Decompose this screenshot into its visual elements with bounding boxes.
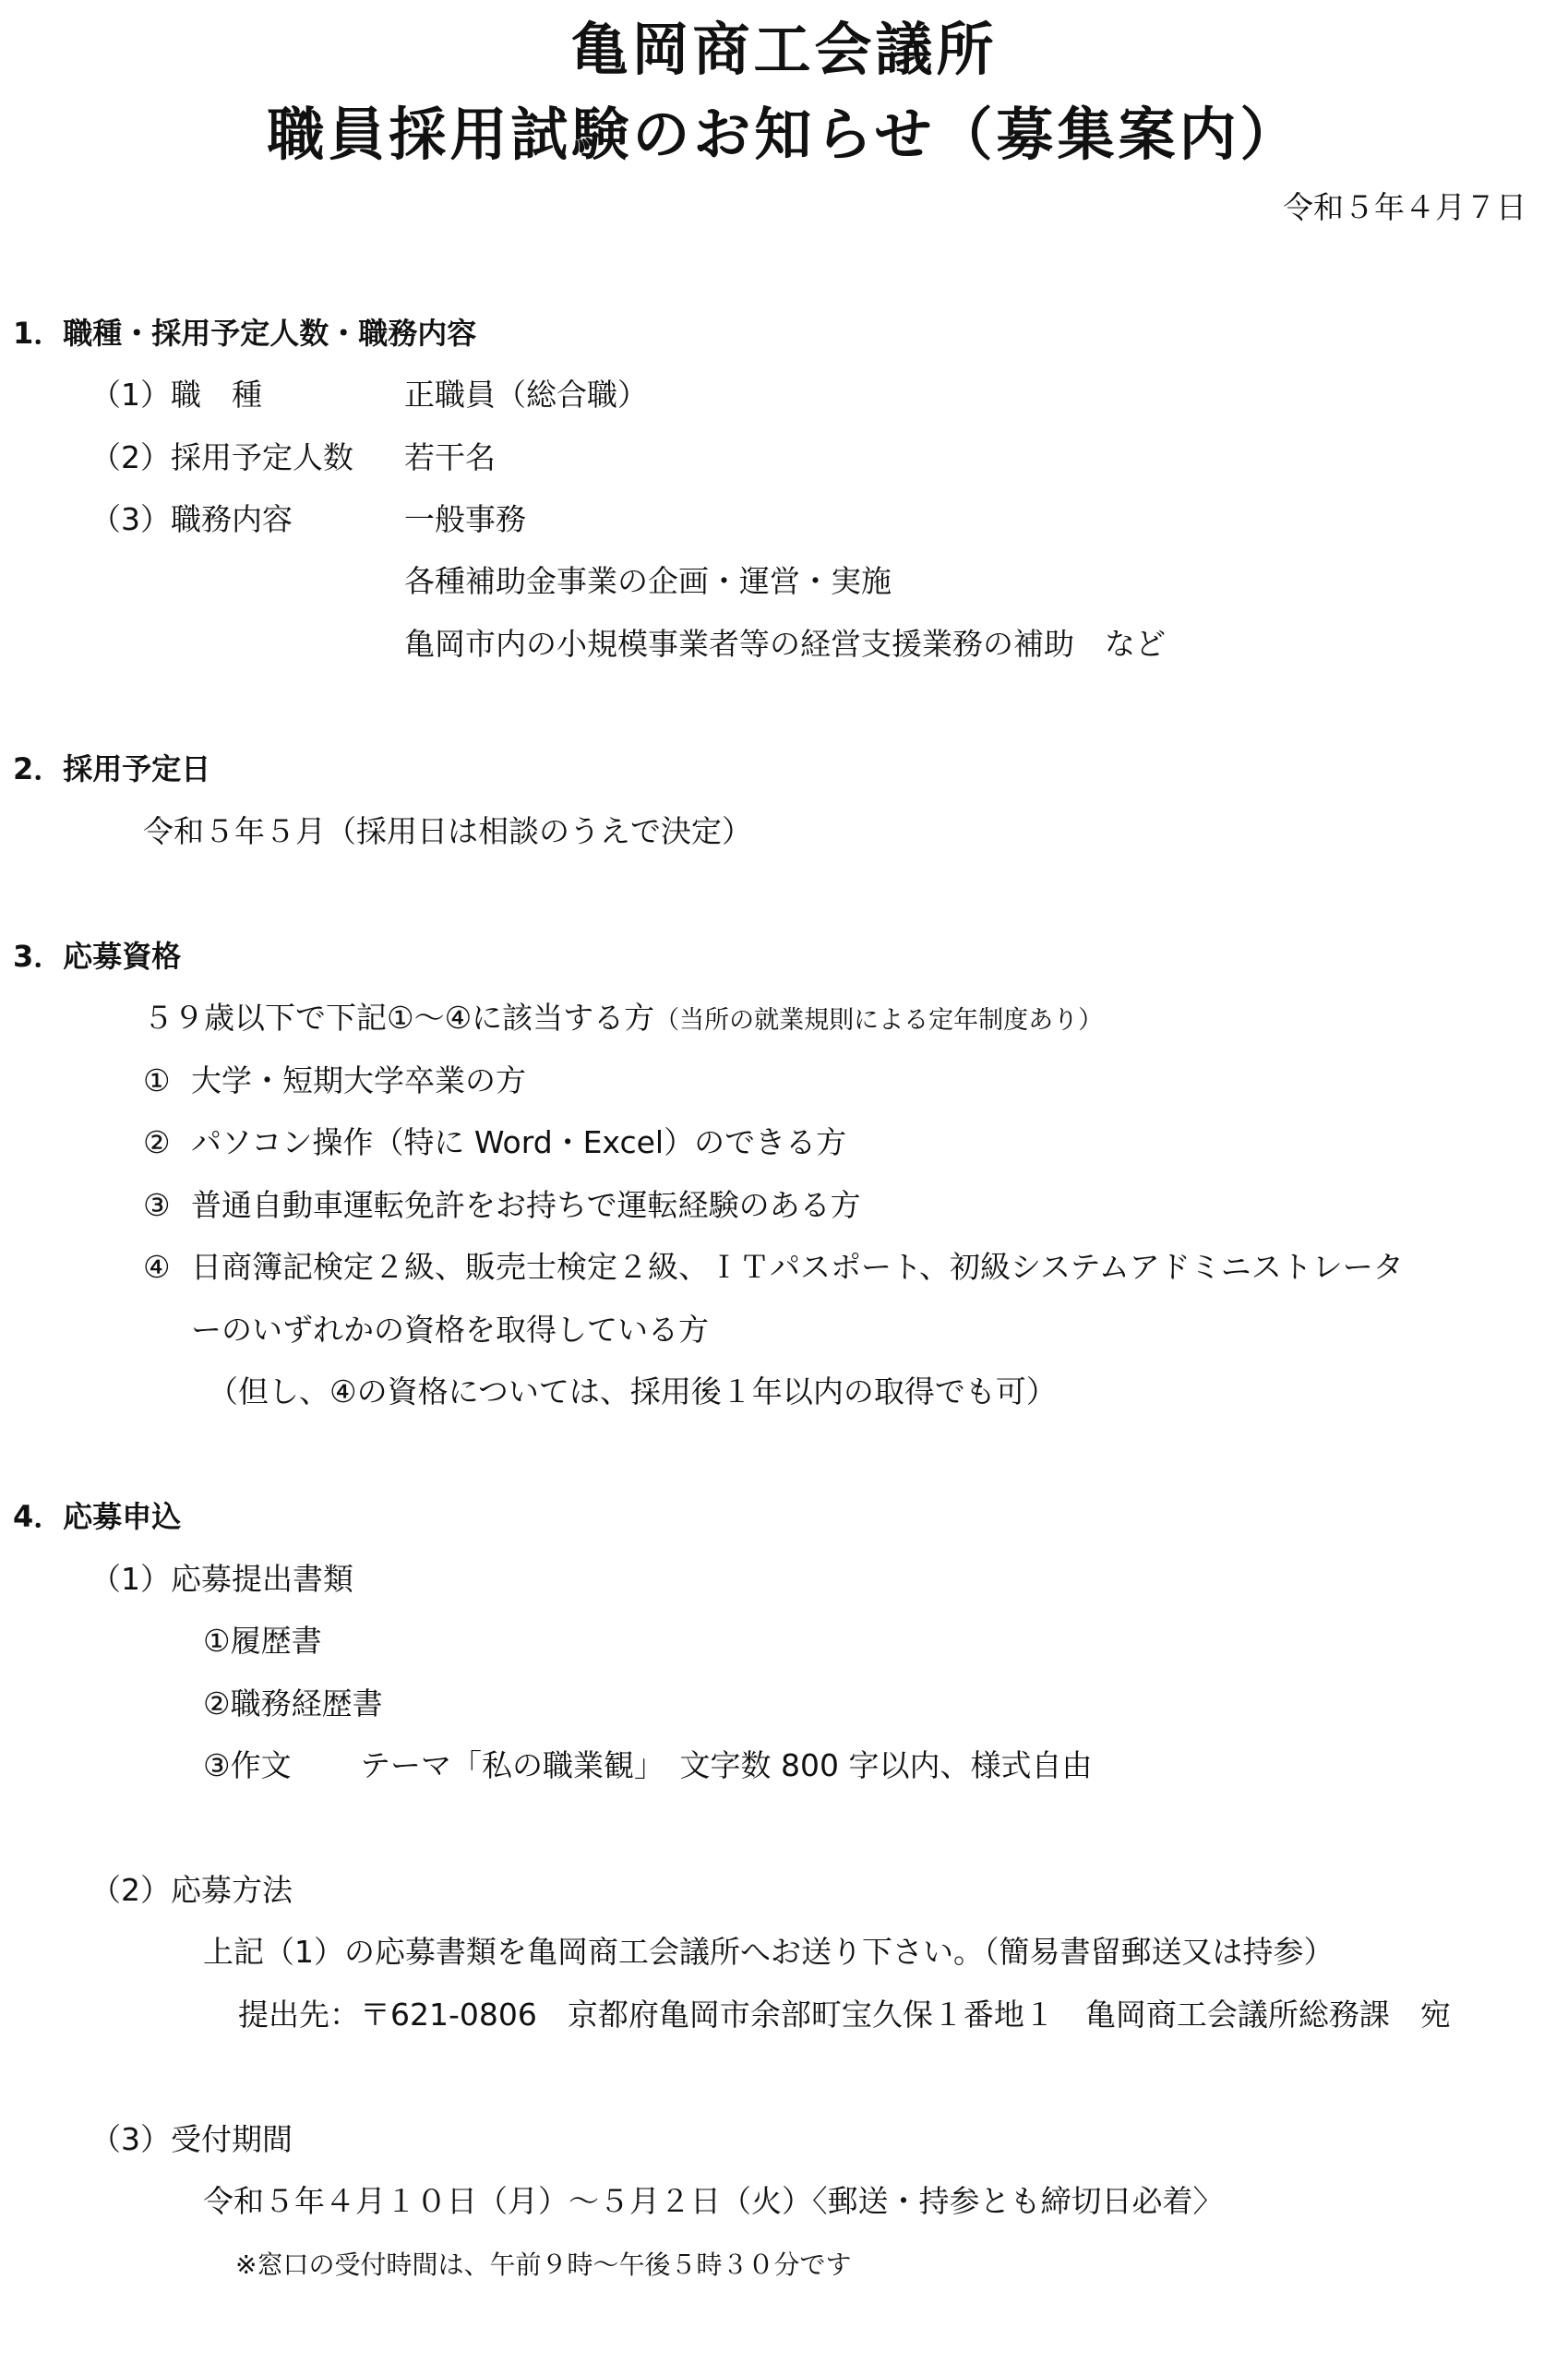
essay-detail: テーマ「私の職業観」 文字数 800 字以内、様式自由 xyxy=(360,1747,1093,1783)
section-4-heading: 4．応募申込 xyxy=(13,1499,182,1534)
item-mark: ② xyxy=(143,1124,171,1160)
job-type-row xyxy=(90,374,648,416)
duties-value: 一般事務 xyxy=(404,501,526,537)
eligibility-intro xyxy=(143,997,1103,1042)
eligibility-intro-text: ５９歳以下で下記①～④に該当する方 xyxy=(143,1000,655,1036)
eligibility-item xyxy=(143,1184,861,1227)
section-2-heading: 2．採用予定日 xyxy=(13,751,211,786)
item-text: 大学・短期大学卒業の方 xyxy=(191,1062,526,1098)
headcount-row xyxy=(90,437,496,479)
document-item xyxy=(203,1745,1092,1787)
item-mark: ④ xyxy=(143,1249,171,1285)
method-text: 上記（1）の応募書類を亀岡商工会議所へお送り下さい。（簡易書留郵送又は持参） xyxy=(203,1934,1335,1970)
duties-row xyxy=(90,498,526,541)
application-period: 令和５年４月１０日（月）～５月２日（火）〈郵送・持参とも締切日必着〉 xyxy=(203,2183,1224,2219)
job-type-label: （1）職 種 xyxy=(90,377,262,413)
item-text: 日商簿記検定２級、販売士検定２級、ＩＴパスポート、初級システムアドミニストレータ xyxy=(191,1249,1404,1285)
section-3-heading: 3．応募資格 xyxy=(13,939,182,974)
job-type-value: 正職員（総合職） xyxy=(404,377,648,413)
eligibility-item-continued: ーのいずれかの資格を取得している方 xyxy=(191,1312,709,1348)
document-subtitle: 職員採用試験のお知らせ（募集案内） xyxy=(267,101,1301,168)
method-heading: （2）応募方法 xyxy=(90,1872,293,1908)
item-mark: ① xyxy=(143,1062,171,1098)
headcount-value: 若干名 xyxy=(404,439,496,475)
duties-item: 各種補助金事業の企画・運営・実施 xyxy=(404,563,892,599)
document-item: ②職務経歴書 xyxy=(203,1685,383,1721)
eligibility-item xyxy=(143,1060,526,1102)
item-text: 普通自動車運転免許をお持ちで運転経験のある方 xyxy=(191,1187,861,1223)
headcount-label: （2）採用予定人数 xyxy=(90,439,353,475)
document-item: ①履歴書 xyxy=(203,1623,322,1659)
start-date-text: 令和５年５月（採用日は相談のうえで決定） xyxy=(143,813,752,849)
eligibility-item xyxy=(143,1246,1404,1289)
section-1-heading: 1．職種・採用予定人数・職務内容 xyxy=(13,316,477,351)
essay-label: ③作文 xyxy=(203,1747,292,1783)
reception-hours-note: ※窓口の受付時間は、午前９時～午後５時３０分です xyxy=(235,2249,852,2280)
documents-heading: （1）応募提出書類 xyxy=(90,1561,353,1597)
eligibility-item xyxy=(143,1122,846,1164)
item-mark: ③ xyxy=(143,1187,171,1223)
period-heading: （3）受付期間 xyxy=(90,2121,293,2157)
submission-address: 提出先：〒621-0806 京都府亀岡市余部町宝久保１番地１ 亀岡商工会議所総務課 宛 xyxy=(238,1997,1451,2033)
document-title: 亀岡商工会議所 xyxy=(570,16,998,83)
issue-date: 令和５年４月７日 xyxy=(1283,189,1526,225)
eligibility-intro-note: （当所の就業規則による定年制度あり） xyxy=(654,1006,1104,1035)
duties-label: （3）職務内容 xyxy=(90,501,293,537)
duties-item: 亀岡市内の小規模事業者等の経営支援業務の補助 など xyxy=(404,626,1166,662)
item-text: パソコン操作（特に Word・Excel）のできる方 xyxy=(191,1124,847,1160)
eligibility-note: （但し、④の資格については、採用後１年以内の取得でも可） xyxy=(208,1373,1057,1409)
